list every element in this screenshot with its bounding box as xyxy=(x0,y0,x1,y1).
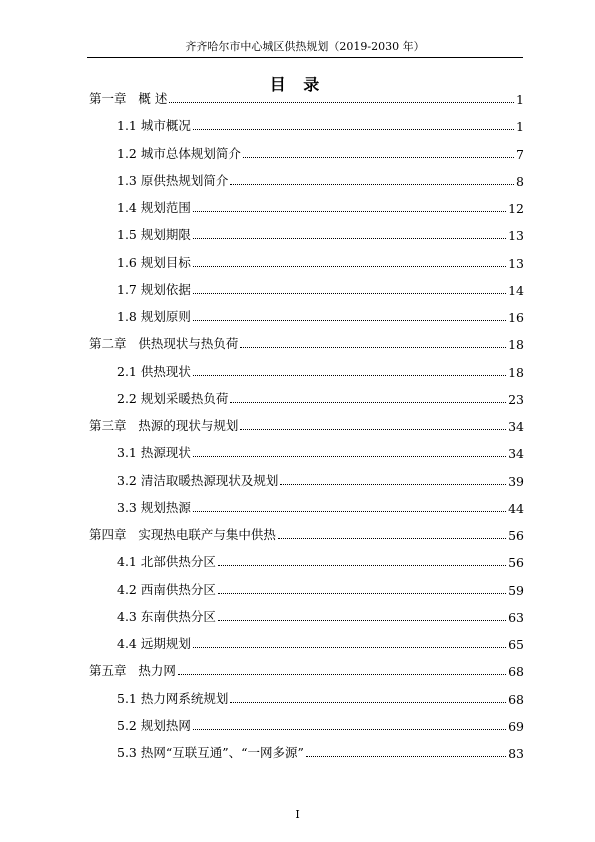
toc-dot-leader xyxy=(280,483,506,485)
toc-dot-leader xyxy=(230,183,514,185)
toc-chapter-entry[interactable] xyxy=(89,412,524,434)
toc-dot-leader xyxy=(193,319,506,321)
toc-section-entry[interactable] xyxy=(117,249,524,271)
toc-entry-label: 4.3 东南供热分区 xyxy=(117,608,216,624)
toc-section-entry[interactable] xyxy=(117,385,524,407)
toc-section-entry[interactable] xyxy=(117,467,524,489)
toc-section-entry[interactable] xyxy=(117,439,524,461)
toc-dot-leader xyxy=(193,455,506,457)
toc-entry-page: 68 xyxy=(508,664,524,680)
toc-dot-leader xyxy=(278,537,506,539)
toc-dot-leader xyxy=(243,156,514,158)
page-number: I xyxy=(295,808,300,821)
toc-entry-page: 23 xyxy=(508,391,524,407)
toc-entry-page: 18 xyxy=(508,337,524,353)
toc-section-entry[interactable] xyxy=(117,221,524,243)
toc-entry-page: 56 xyxy=(508,555,524,571)
toc-section-entry[interactable] xyxy=(117,358,524,380)
toc-section-entry[interactable] xyxy=(117,112,524,134)
toc-entry-page: 14 xyxy=(508,282,524,298)
toc-entry-label: 5.1 热力网系统规划 xyxy=(117,690,229,706)
toc-entry-label: 4.2 西南供热分区 xyxy=(117,581,216,597)
toc-section-entry[interactable] xyxy=(117,712,524,734)
toc-chapter-entry[interactable] xyxy=(89,85,524,107)
toc-dot-leader xyxy=(193,292,506,294)
toc-section-entry[interactable] xyxy=(117,548,524,570)
toc-entry-label: 5.3 热网“互联互通”、“一网多源” xyxy=(117,745,304,760)
toc-entry-label: 3.1 热源现状 xyxy=(117,445,191,461)
toc-entry-page: 44 xyxy=(508,500,524,516)
toc-dot-leader xyxy=(230,401,506,403)
toc-dot-leader xyxy=(193,128,514,130)
toc-section-entry[interactable] xyxy=(117,576,524,598)
toc-entry-page: 18 xyxy=(508,364,524,380)
toc-dot-leader xyxy=(178,673,506,675)
toc-entry-page: 34 xyxy=(508,419,524,434)
toc-entry-label: 1.7 规划依据 xyxy=(117,281,191,297)
toc-entry-label: 2.1 供热现状 xyxy=(117,363,191,379)
toc-entry-label: 4.4 远期规划 xyxy=(117,636,191,651)
toc-entry-label: 1.6 规划目标 xyxy=(117,254,191,270)
toc-entry-page: 69 xyxy=(508,718,524,734)
toc-entry-label: 2.2 规划采暖热负荷 xyxy=(117,390,229,406)
toc-entry-page: 63 xyxy=(508,609,524,625)
toc-dot-leader xyxy=(240,428,506,430)
toc-entry-label: 第五章 热力网 xyxy=(89,663,176,679)
toc-dot-leader xyxy=(218,592,506,594)
toc-section-entry[interactable] xyxy=(117,276,524,298)
toc-entry-label: 1.3 原供热规划简介 xyxy=(117,172,229,188)
toc-section-entry[interactable] xyxy=(117,630,524,652)
toc-entry-page: 13 xyxy=(508,228,524,244)
toc-dot-leader xyxy=(218,619,506,621)
toc-dot-leader xyxy=(218,564,506,566)
toc-entry-label: 1.5 规划期限 xyxy=(117,227,191,243)
toc-entry-label: 1.8 规划原则 xyxy=(117,309,191,324)
toc-dot-leader xyxy=(193,510,506,512)
toc-entry-label: 1.2 城市总体规划简介 xyxy=(117,145,241,161)
toc-section-entry[interactable] xyxy=(117,194,524,216)
toc-section-entry[interactable] xyxy=(117,140,524,162)
running-header: 齐齐哈尔市中心城区供热规划（2019-2030 年） xyxy=(87,38,523,58)
toc-entry-label: 5.2 规划热网 xyxy=(117,717,191,733)
toc-entry-label: 第二章 供热现状与热负荷 xyxy=(89,336,239,352)
toc-entry-page: 13 xyxy=(508,255,524,271)
toc-section-entry[interactable] xyxy=(117,303,524,325)
toc-entry-page: 7 xyxy=(516,146,524,162)
toc-dot-leader xyxy=(193,237,506,239)
toc-entry-label: 第三章 热源的现状与规划 xyxy=(89,418,239,433)
toc-section-entry[interactable] xyxy=(117,167,524,189)
toc-entry-page: 34 xyxy=(508,446,524,462)
toc-section-entry[interactable] xyxy=(117,603,524,625)
toc-dot-leader xyxy=(306,755,506,757)
toc-entry-label: 1.1 城市概况 xyxy=(117,118,191,134)
toc-dot-leader xyxy=(193,210,506,212)
toc-chapter-entry[interactable] xyxy=(89,657,524,679)
toc-entry-page: 8 xyxy=(516,173,524,189)
toc-chapter-entry[interactable] xyxy=(89,521,524,543)
toc-entry-page: 65 xyxy=(508,637,524,652)
toc-dot-leader xyxy=(240,346,506,348)
toc-dot-leader xyxy=(169,101,514,103)
toc-section-entry[interactable] xyxy=(117,685,524,707)
toc-entry-page: 16 xyxy=(508,310,524,325)
toc-entry-page: 68 xyxy=(508,691,524,707)
toc-entry-label: 第四章 实现热电联产与集中供热 xyxy=(89,527,276,542)
toc-section-entry[interactable] xyxy=(117,739,524,761)
toc-entry-label: 3.2 清洁取暖热源现状及规划 xyxy=(117,472,279,488)
toc-dot-leader xyxy=(193,265,506,267)
toc-entry-page: 12 xyxy=(508,201,524,216)
toc-entry-page: 39 xyxy=(508,473,524,489)
toc-entry-page: 59 xyxy=(508,582,524,598)
toc-entry-page: 56 xyxy=(508,528,524,543)
toc-entry-page: 1 xyxy=(516,92,524,107)
toc-dot-leader xyxy=(193,728,506,730)
toc-section-entry[interactable] xyxy=(117,494,524,516)
toc-entry-label: 1.4 规划范围 xyxy=(117,200,191,215)
toc-entry-label: 4.1 北部供热分区 xyxy=(117,554,216,570)
toc-chapter-entry[interactable] xyxy=(89,330,524,352)
toc-title: 目 录 xyxy=(269,75,326,94)
toc-dot-leader xyxy=(230,701,506,703)
toc-dot-leader xyxy=(193,646,506,648)
toc-entry-label: 3.3 规划热源 xyxy=(117,499,191,515)
toc-entry-page: 1 xyxy=(516,119,524,135)
toc-entry-page: 83 xyxy=(508,746,524,761)
toc-entry-label: 第一章 概 述 xyxy=(89,91,168,106)
toc-dot-leader xyxy=(193,374,506,376)
